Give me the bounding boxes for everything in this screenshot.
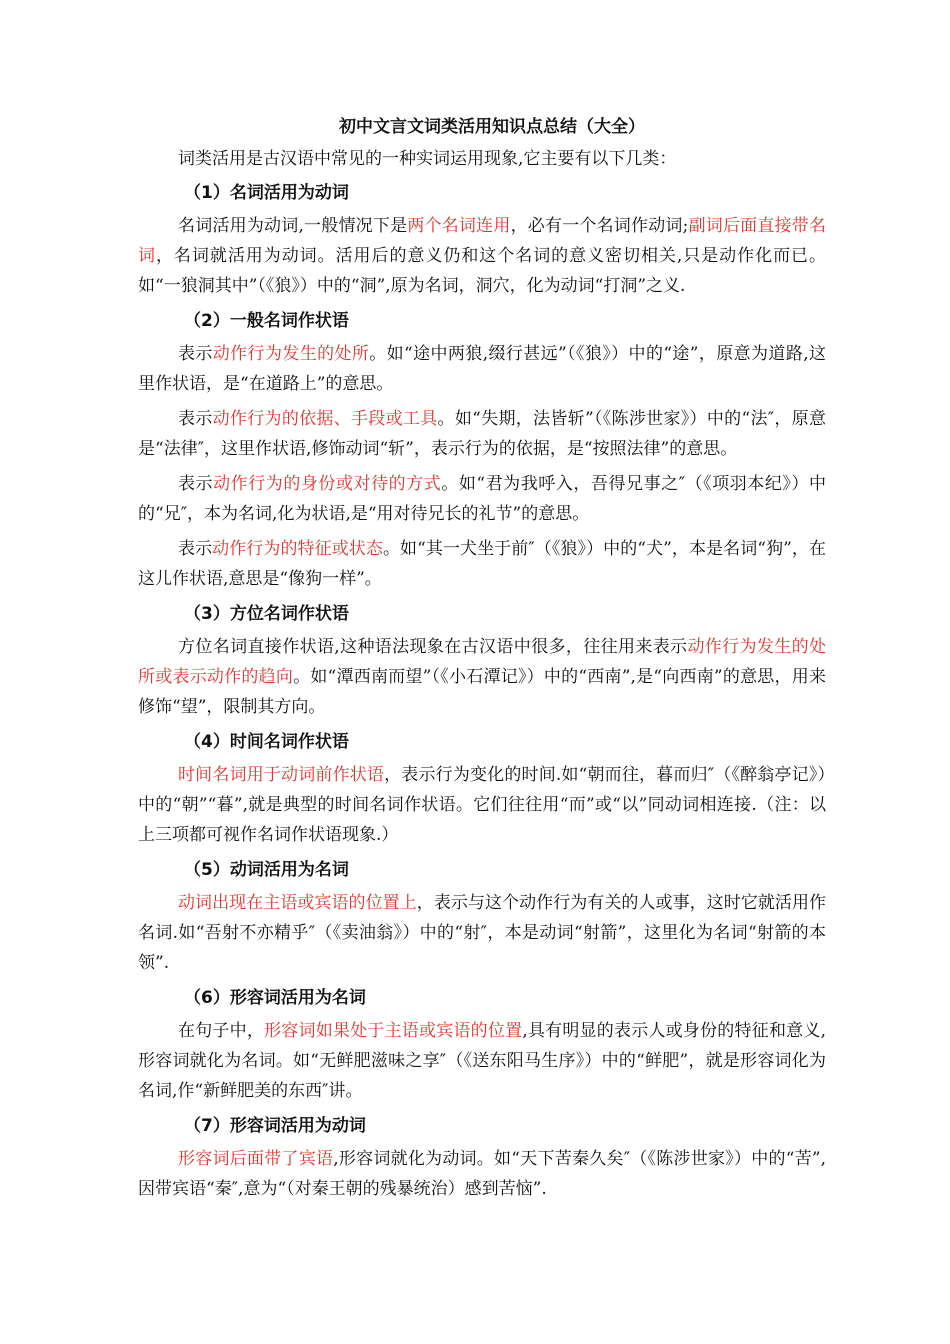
body-paragraph: [138, 404, 826, 464]
text-run: 表示: [178, 539, 213, 559]
text-run: ,具有明显的表示人或身份的特征和意义,形容词就化为名词。如“无鲜肥滋味之享″（《送东阳马生序》）中的“鲜肥”，就是形容词化为名词,作“新鲜肥美的东西″讲。: [138, 1021, 826, 1101]
document-page: [138, 112, 826, 1209]
highlighted-text: 动作行为的依据、手段或工具: [212, 409, 438, 429]
sections-container: [138, 178, 826, 1204]
text-run: 方位名词直接作状语,这种语法现象在古汉语中很多，往往用来表示: [178, 637, 688, 657]
section-heading: （5）动词活用为名词: [184, 860, 349, 880]
text-run: 表示: [178, 409, 213, 429]
body-paragraph: [138, 632, 826, 722]
highlighted-text: 副词后面直接带名词: [138, 216, 827, 266]
body-paragraph: [138, 469, 826, 529]
highlighted-text: 动词出现在主语或宾语的位置上: [178, 893, 417, 913]
text-run: 。如“君为我呼入，吾得兄事之″（《项羽本纪》）中的“兄″，本为名词,化为状语,是“用对待兄长的礼节”的意思。: [138, 474, 827, 524]
section-heading: （3）方位名词作状语: [184, 604, 349, 624]
intro-paragraph: 词类活用是古汉语中常见的一种实词运用现象,它主要有以下几类：: [178, 149, 677, 169]
body-paragraph: [138, 1016, 826, 1106]
text-run: 。如“失期，法皆斩”（《陈涉世家》）中的“法″，原意是“法律″，这里作状语,修饰动词“斩”，表示行为的依据，是“按照法律”的意思。: [138, 409, 827, 459]
section-heading: （6）形容词活用为名词: [184, 988, 366, 1008]
text-run: 。如“潭西南而望”（《小石潭记》）中的“西南”,是“向西南”的意思，用来修饰“望”，限制其方向。: [138, 667, 826, 717]
section-heading: （2）一般名词作状语: [184, 311, 349, 331]
highlighted-text: 动作行为发生的处所: [212, 344, 370, 364]
text-run: 。如“其一犬坐于前″（《狼》）中的“犬”，本是名词“狗”，在这儿作状语,意思是“像狗一样”。: [138, 539, 826, 589]
body-paragraph: [138, 1144, 826, 1204]
document-title: 初中文言文词类活用知识点总结（大全）: [339, 117, 645, 137]
section-heading: （1）名词活用为动词: [184, 183, 349, 203]
text-run: ,形容词就化为动词。如“天下苦秦久矣″（《陈涉世家》）中的“苦”,因带宾语“秦″,意为“（对秦王朝的残暴统治）感到苦恼”.: [138, 1149, 827, 1199]
text-run: 表示: [178, 344, 213, 364]
body-paragraph: [138, 534, 826, 594]
text-run: 在句子中，: [178, 1021, 265, 1041]
body-paragraph: [138, 211, 826, 301]
text-run: 。如“途中两狼,缀行甚远”（《狼》）中的“途”，原意为道路,这里作状语，是“在道路上”的意思。: [138, 344, 827, 394]
highlighted-text: 形容词后面带了宾语: [178, 1149, 334, 1169]
text-run: ，表示与这个动作行为有关的人或事，这时它就活用作名词.如“吾射不亦精乎″（《卖油翁》）中的“射″，本是动词“射箭”，这里化为名词“射箭的本领”.: [138, 893, 827, 973]
body-paragraph: [138, 888, 826, 978]
body-paragraph: [138, 339, 826, 399]
text-run: ，名词就活用为动词。活用后的意义仍和这个名词的意义密切相关,只是动作化而已。如“一狼洞其中”（《狼》）中的“洞”,原为名词，洞穴，化为动词“打洞”之义.: [138, 246, 827, 296]
text-run: ，表示行为变化的时间.如“朝而往，暮而归″（《醉翁亭记》）中的“朝”“暮”,就是典型的时间名词作状语。它们往往用“而”或“以”同动词相连接.（注：以上三项都可视作名词作状语现象.）: [138, 765, 827, 845]
section-heading: （7）形容词活用为动词: [184, 1116, 366, 1136]
highlighted-text: 形容词如果处于主语或宾语的位置: [264, 1021, 523, 1041]
highlighted-text: 动作行为的身份或对待的方式: [213, 474, 442, 494]
section-heading: （4）时间名词作状语: [184, 732, 349, 752]
highlighted-text: 时间名词用于动词前作状语: [178, 765, 385, 785]
highlighted-text: 动作行为的特征或状态: [212, 539, 383, 559]
body-paragraph: [138, 760, 826, 850]
highlighted-text: 两个名词连用: [407, 216, 511, 236]
text-run: ，必有一个名词作动词;: [510, 216, 689, 236]
text-run: 表示: [178, 474, 214, 494]
text-run: 名词活用为动词,一般情况下是: [178, 216, 408, 236]
highlighted-text: 动作行为发生的处所或表示动作的趋向: [138, 637, 827, 687]
